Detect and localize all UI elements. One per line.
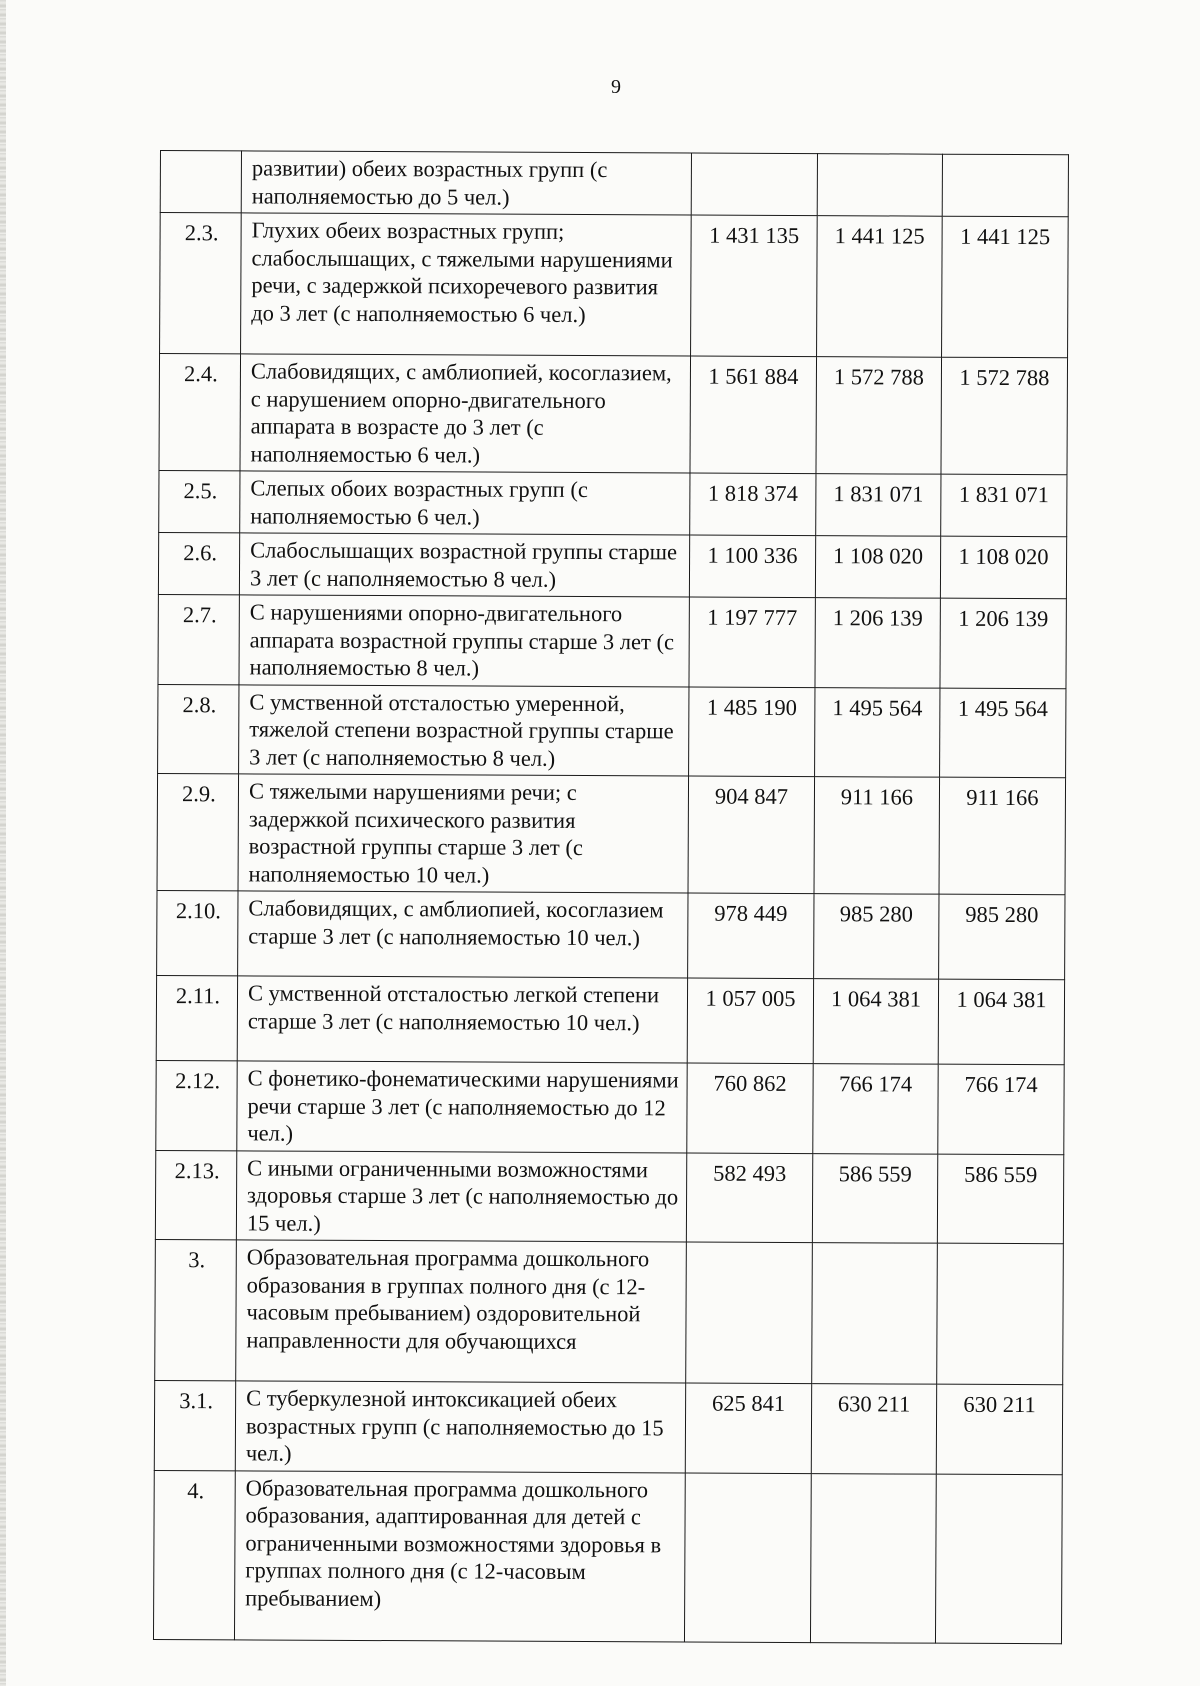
value-year-1: 1 057 005 xyxy=(687,978,813,1064)
scan-edge xyxy=(0,0,6,1686)
value-year-2: 1 572 788 xyxy=(816,357,942,475)
table-row xyxy=(154,1380,1062,1474)
table-row xyxy=(155,1239,1064,1384)
value-year-3: 1 108 020 xyxy=(940,536,1066,599)
row-description: С тяжелыми нарушениями речи; с задержкой психического развития возрастной группы старше 3 лет (с наполняемостью 10 чел.) xyxy=(238,774,689,893)
value-year-2: 1 441 125 xyxy=(817,216,943,358)
row-number: 4. xyxy=(153,1470,235,1639)
row-description: развитии) обеих возрастных групп (с наполняемостью до 5 чел.) xyxy=(241,151,691,215)
row-description: Слепых обоих возрастных групп (с наполняемостью 6 чел.) xyxy=(240,471,690,535)
row-number: 2.3. xyxy=(160,213,242,354)
table-row xyxy=(155,1150,1063,1244)
row-number: 2.8. xyxy=(158,684,239,774)
value-year-3: 985 280 xyxy=(939,894,1065,980)
value-year-3 xyxy=(937,1243,1064,1385)
row-description: Образовательная программа дошкольного образования, адаптированная для детей с ограниченными возможностями здоровья в группах полного дня (с 12-часовым пребыванием) xyxy=(234,1470,685,1641)
table-row xyxy=(158,532,1066,598)
table-row xyxy=(157,890,1065,979)
value-year-2 xyxy=(817,154,942,217)
tariff-table xyxy=(153,150,1069,1644)
value-year-3: 1 831 071 xyxy=(941,474,1067,537)
table-row xyxy=(159,354,1068,475)
value-year-2: 586 559 xyxy=(812,1153,937,1243)
value-year-1: 625 841 xyxy=(685,1383,811,1473)
table-row xyxy=(158,594,1066,688)
value-year-2: 1 064 381 xyxy=(813,979,938,1065)
row-number: 2.11. xyxy=(156,975,237,1060)
value-year-3: 1 572 788 xyxy=(941,357,1068,475)
value-year-1: 1 561 884 xyxy=(690,356,817,474)
value-year-1: 1 818 374 xyxy=(690,473,816,536)
value-year-1: 1 431 135 xyxy=(691,215,818,357)
value-year-2 xyxy=(810,1473,936,1643)
value-year-3: 766 174 xyxy=(938,1064,1064,1154)
row-number: 2.4. xyxy=(159,354,241,471)
value-year-2 xyxy=(812,1243,938,1385)
row-number: 2.12. xyxy=(156,1060,237,1150)
value-year-3: 911 166 xyxy=(939,777,1066,895)
row-number: 2.13. xyxy=(155,1150,236,1240)
row-description: Слабовидящих, с амблиопией, косоглазием, с нарушением опорно-двигательного аппарата в возрасте до 3 лет (с наполняемостью 6 чел.) xyxy=(240,354,691,473)
value-year-3: 586 559 xyxy=(937,1154,1063,1244)
table-row xyxy=(160,213,1069,358)
table-row xyxy=(158,684,1066,778)
row-description: С иными ограниченными возможностями здоровья старше 3 лет (с наполняемостью до 15 чел.) xyxy=(236,1150,686,1242)
value-year-1 xyxy=(691,153,817,216)
value-year-1: 582 493 xyxy=(686,1152,812,1242)
value-year-3 xyxy=(935,1474,1062,1644)
row-number xyxy=(160,151,241,213)
value-year-3: 1 206 139 xyxy=(940,598,1066,688)
row-description: С умственной отсталостью умеренной, тяжелой степени возрастной группы старше 3 лет (с наполняемостью 8 чел.) xyxy=(239,684,689,776)
row-number: 2.9. xyxy=(157,773,239,890)
table-row xyxy=(153,1470,1062,1643)
row-number: 2.5. xyxy=(159,470,240,532)
value-year-1: 978 449 xyxy=(688,893,814,979)
value-year-2: 766 174 xyxy=(813,1064,938,1154)
row-number: 3. xyxy=(155,1239,237,1380)
value-year-2: 630 211 xyxy=(811,1384,936,1474)
value-year-3 xyxy=(942,154,1068,217)
value-year-3: 1 064 381 xyxy=(938,979,1064,1065)
value-year-1: 760 862 xyxy=(687,1063,813,1153)
value-year-2: 1 108 020 xyxy=(815,536,940,599)
row-description: С умственной отсталостью легкой степени старше 3 лет (с наполняемостью 10 чел.) xyxy=(237,976,687,1063)
row-number: 2.6. xyxy=(158,532,239,594)
value-year-2: 1 495 564 xyxy=(815,687,940,777)
value-year-1: 904 847 xyxy=(688,776,815,894)
row-number: 2.10. xyxy=(157,890,238,975)
value-year-1: 1 485 190 xyxy=(689,686,815,776)
value-year-2: 1 831 071 xyxy=(816,474,941,537)
row-description: Глухих обеих возрастных групп; слабослышащих, с тяжелыми нарушениями речи, с задержкой психоречевого развития до 3 лет (с наполняемостью 6 чел.) xyxy=(241,213,692,356)
value-year-2: 985 280 xyxy=(814,894,939,980)
row-description: С туберкулезной интоксикацией обеих возрастных групп (с наполняемостью до 15 чел.) xyxy=(235,1381,685,1473)
table-row xyxy=(157,773,1066,894)
row-number: 3.1. xyxy=(154,1380,235,1470)
row-description: Слабослышащих возрастной группы старше 3 лет (с наполняемостью 8 чел.) xyxy=(239,533,689,597)
value-year-3: 630 211 xyxy=(936,1384,1062,1474)
value-year-2: 1 206 139 xyxy=(815,598,940,688)
table-row xyxy=(160,151,1068,217)
value-year-3: 1 495 564 xyxy=(940,688,1066,778)
row-description: Слабовидящих, с амблиопией, косоглазием старше 3 лет (с наполняемостью 10 чел.) xyxy=(238,891,688,978)
table-row xyxy=(156,975,1064,1064)
value-year-1: 1 100 336 xyxy=(689,535,815,598)
row-description: С нарушениями опорно-двигательного аппарата возрастной группы старше 3 лет (с наполняемостью 8 чел.) xyxy=(239,595,689,687)
value-year-1 xyxy=(686,1242,813,1384)
value-year-1: 1 197 777 xyxy=(689,597,815,687)
row-description: Образовательная программа дошкольного образования в группах полного дня (с 12-часовым пребыванием) оздоровительной направленности для обучающихся xyxy=(236,1240,687,1383)
value-year-3: 1 441 125 xyxy=(942,216,1069,358)
row-number: 2.7. xyxy=(158,594,239,684)
table-row xyxy=(156,1060,1064,1154)
value-year-2: 911 166 xyxy=(814,777,940,895)
table-row xyxy=(159,470,1067,536)
page-number: 9 xyxy=(611,76,621,98)
table-body xyxy=(153,151,1068,1644)
value-year-1 xyxy=(684,1472,811,1642)
row-description: С фонетико-фонематическими нарушениями речи старше 3 лет (с наполняемостью до 12 чел.) xyxy=(237,1061,687,1153)
